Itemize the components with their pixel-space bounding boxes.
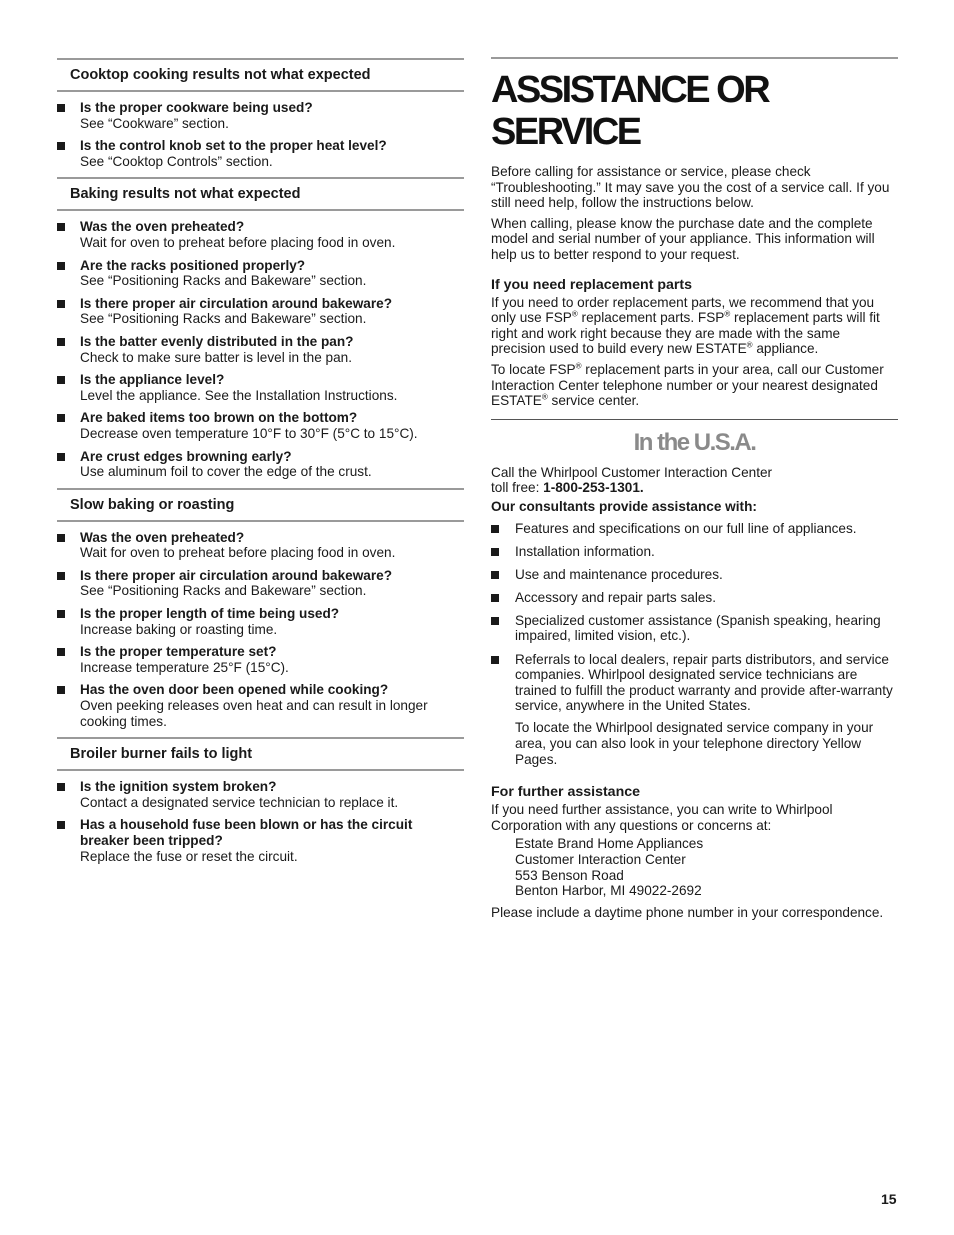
assistance-item-text: Installation information. bbox=[515, 543, 655, 559]
troubleshooting-section bbox=[57, 737, 464, 864]
square-bullet-icon bbox=[57, 142, 65, 150]
question-text: Has a household fuse been blown or has the circuit breaker been tripped? bbox=[80, 817, 413, 848]
section-heading: Broiler burner fails to light bbox=[57, 737, 464, 771]
assistance-item bbox=[491, 652, 898, 714]
answer-text: Replace the fuse or reset the circuit. bbox=[80, 848, 298, 864]
page-title: ASSISTANCE OR SERVICE bbox=[491, 57, 898, 153]
assistance-item bbox=[491, 613, 898, 644]
square-bullet-icon bbox=[57, 648, 65, 656]
list-item bbox=[57, 219, 464, 250]
troubleshooting-section bbox=[57, 177, 464, 479]
section-heading: Slow baking or roasting bbox=[57, 488, 464, 522]
square-bullet-icon bbox=[57, 534, 65, 542]
square-bullet-icon bbox=[57, 610, 65, 618]
mailing-address bbox=[491, 836, 898, 898]
question-text: Are the racks positioned properly? bbox=[80, 257, 306, 273]
answer-text: Decrease oven temperature 10°F to 30°F (5°C to 15°C). bbox=[80, 425, 418, 441]
assistance-item bbox=[491, 544, 898, 560]
replacement-parts-paragraph-1: If you need to order replacement parts, we recommend that you only use FSP® replacement parts. FSP® replacement parts will fit right and work right because they are made with the same precision used to build every new ESTATE® appliance. bbox=[491, 294, 880, 357]
square-bullet-icon bbox=[57, 376, 65, 384]
replacement-parts-heading: If you need replacement parts bbox=[491, 276, 693, 293]
question-list bbox=[57, 522, 464, 730]
answer-text: See “Cookware” section. bbox=[80, 115, 229, 131]
assistance-item bbox=[491, 590, 898, 606]
locate-service-note: To locate the Whirlpool designated service company in your area, you can also look in your telephone directory Yellow Pages. bbox=[515, 720, 874, 767]
section-heading: Baking results not what expected bbox=[57, 177, 464, 211]
square-bullet-icon bbox=[57, 262, 65, 270]
square-bullet-icon bbox=[491, 656, 499, 664]
further-assistance-paragraph: If you need further assistance, you can write to Whirlpool Corporation with any questions or concerns at: bbox=[491, 802, 833, 833]
further-assistance-heading: For further assistance bbox=[491, 784, 641, 801]
question-text: Was the oven preheated? bbox=[80, 529, 245, 545]
question-text: Has the oven door been opened while cooking? bbox=[80, 682, 389, 698]
answer-text: Level the appliance. See the Installation Instructions. bbox=[80, 387, 398, 403]
list-item bbox=[57, 334, 464, 365]
call-center-text: Call the Whirlpool Customer Interaction Center toll free: 1-800-253-1301. bbox=[491, 464, 773, 496]
answer-text: Oven peeking releases oven heat and can result in longer cooking times. bbox=[80, 698, 428, 729]
list-item bbox=[57, 779, 464, 810]
assistance-list bbox=[491, 521, 898, 714]
assistance-item-text: Features and specifications on our full line of appliances. bbox=[515, 520, 857, 536]
address-line: Benton Harbor, MI 49022-2692 bbox=[515, 883, 702, 899]
square-bullet-icon bbox=[57, 300, 65, 308]
list-item bbox=[57, 258, 464, 289]
list-item bbox=[57, 100, 464, 131]
list-item bbox=[57, 644, 464, 675]
usa-heading: In the U.S.A. bbox=[633, 428, 756, 456]
question-list bbox=[57, 211, 464, 479]
question-text: Is the proper cookware being used? bbox=[80, 100, 313, 115]
intro-paragraph-2: When calling, please know the purchase date and the complete model and serial number of your appliance. This information will help us to better respond to your request. bbox=[491, 215, 875, 262]
square-bullet-icon bbox=[57, 223, 65, 231]
question-text: Is there proper air circulation around bakeware? bbox=[80, 567, 392, 583]
address-line: Customer Interaction Center bbox=[515, 852, 686, 867]
troubleshooting-column bbox=[57, 58, 464, 872]
toll-free-number: 1-800-253-1301. bbox=[543, 480, 644, 496]
question-text: Are crust edges browning early? bbox=[80, 448, 292, 464]
assistance-item-text: Accessory and repair parts sales. bbox=[515, 589, 716, 605]
list-item bbox=[57, 530, 464, 561]
question-text: Are baked items too brown on the bottom? bbox=[80, 410, 358, 426]
assistance-item bbox=[491, 567, 898, 583]
replacement-parts-paragraph-2: To locate FSP® replacement parts in your area, call our Customer Interaction Center telephone number or your nearest designated ESTATE® service center. bbox=[491, 361, 884, 409]
answer-text: Check to make sure batter is level in the pan. bbox=[80, 349, 353, 365]
list-item bbox=[57, 449, 464, 480]
square-bullet-icon bbox=[491, 525, 499, 533]
question-text: Is the control knob set to the proper heat level? bbox=[80, 138, 387, 154]
square-bullet-icon bbox=[57, 821, 65, 829]
assistance-item bbox=[491, 521, 898, 537]
troubleshooting-section bbox=[57, 488, 464, 730]
answer-text: Wait for oven to preheat before placing food in oven. bbox=[80, 234, 396, 250]
answer-text: Increase baking or roasting time. bbox=[80, 621, 278, 637]
question-list bbox=[57, 92, 464, 169]
question-text: Is the proper length of time being used? bbox=[80, 606, 340, 622]
assistance-column bbox=[491, 0, 898, 925]
square-bullet-icon bbox=[57, 686, 65, 694]
answer-text: See “Positioning Racks and Bakeware” section. bbox=[80, 273, 367, 289]
list-item bbox=[57, 817, 464, 864]
list-item bbox=[57, 682, 464, 729]
square-bullet-icon bbox=[57, 783, 65, 791]
closing-note: Please include a daytime phone number in your correspondence. bbox=[491, 904, 884, 920]
square-bullet-icon bbox=[491, 617, 499, 625]
question-text: Is the appliance level? bbox=[80, 372, 225, 388]
assistance-item-text: Specialized customer assistance (Spanish speaking, hearing impaired, limited vision, etc.). bbox=[515, 612, 881, 644]
answer-text: See “Cooktop Controls” section. bbox=[80, 153, 273, 169]
intro-paragraph-1: Before calling for assistance or service, please check “Troubleshooting.” It may save you the cost of a service call. If you still need help, follow the instructions below. bbox=[491, 164, 890, 211]
page-number: 15 bbox=[881, 1191, 897, 1207]
list-item bbox=[57, 372, 464, 403]
question-text: Is there proper air circulation around bakeware? bbox=[80, 295, 392, 311]
square-bullet-icon bbox=[491, 594, 499, 602]
list-item bbox=[57, 296, 464, 327]
list-item bbox=[57, 138, 464, 169]
question-text: Was the oven preheated? bbox=[80, 219, 245, 235]
answer-text: Contact a designated service technician to replace it. bbox=[80, 794, 399, 810]
answer-text: Increase temperature 25°F (15°C). bbox=[80, 659, 289, 675]
square-bullet-icon bbox=[491, 548, 499, 556]
question-text: Is the batter evenly distributed in the pan? bbox=[80, 333, 354, 349]
address-line: Estate Brand Home Appliances bbox=[515, 836, 704, 852]
question-list bbox=[57, 771, 464, 864]
square-bullet-icon bbox=[57, 453, 65, 461]
answer-text: Use aluminum foil to cover the edge of the crust. bbox=[80, 464, 372, 480]
consultants-heading: Our consultants provide assistance with: bbox=[491, 498, 757, 514]
list-item bbox=[57, 568, 464, 599]
square-bullet-icon bbox=[57, 104, 65, 112]
section-heading: Cooktop cooking results not what expected bbox=[57, 58, 464, 92]
answer-text: Wait for oven to preheat before placing food in oven. bbox=[80, 545, 396, 561]
troubleshooting-section bbox=[57, 58, 464, 169]
answer-text: See “Positioning Racks and Bakeware” section. bbox=[80, 311, 367, 327]
square-bullet-icon bbox=[57, 338, 65, 346]
troubleshooting-sections bbox=[57, 58, 464, 864]
square-bullet-icon bbox=[57, 572, 65, 580]
answer-text: See “Positioning Racks and Bakeware” section. bbox=[80, 583, 367, 599]
list-item bbox=[57, 410, 464, 441]
list-item bbox=[57, 606, 464, 637]
question-text: Is the ignition system broken? bbox=[80, 779, 277, 795]
square-bullet-icon bbox=[491, 571, 499, 579]
section-divider bbox=[491, 419, 898, 420]
square-bullet-icon bbox=[57, 414, 65, 422]
assistance-item-text: Referrals to local dealers, repair parts distributors, and service companies. Whirlpool designated service technicians are trained to fulfill the product warranty and provide after-warranty service, anywhere in the United States. bbox=[515, 651, 893, 714]
assistance-item-text: Use and maintenance procedures. bbox=[515, 566, 723, 582]
question-text: Is the proper temperature set? bbox=[80, 644, 277, 660]
address-line: 553 Benson Road bbox=[515, 867, 624, 883]
